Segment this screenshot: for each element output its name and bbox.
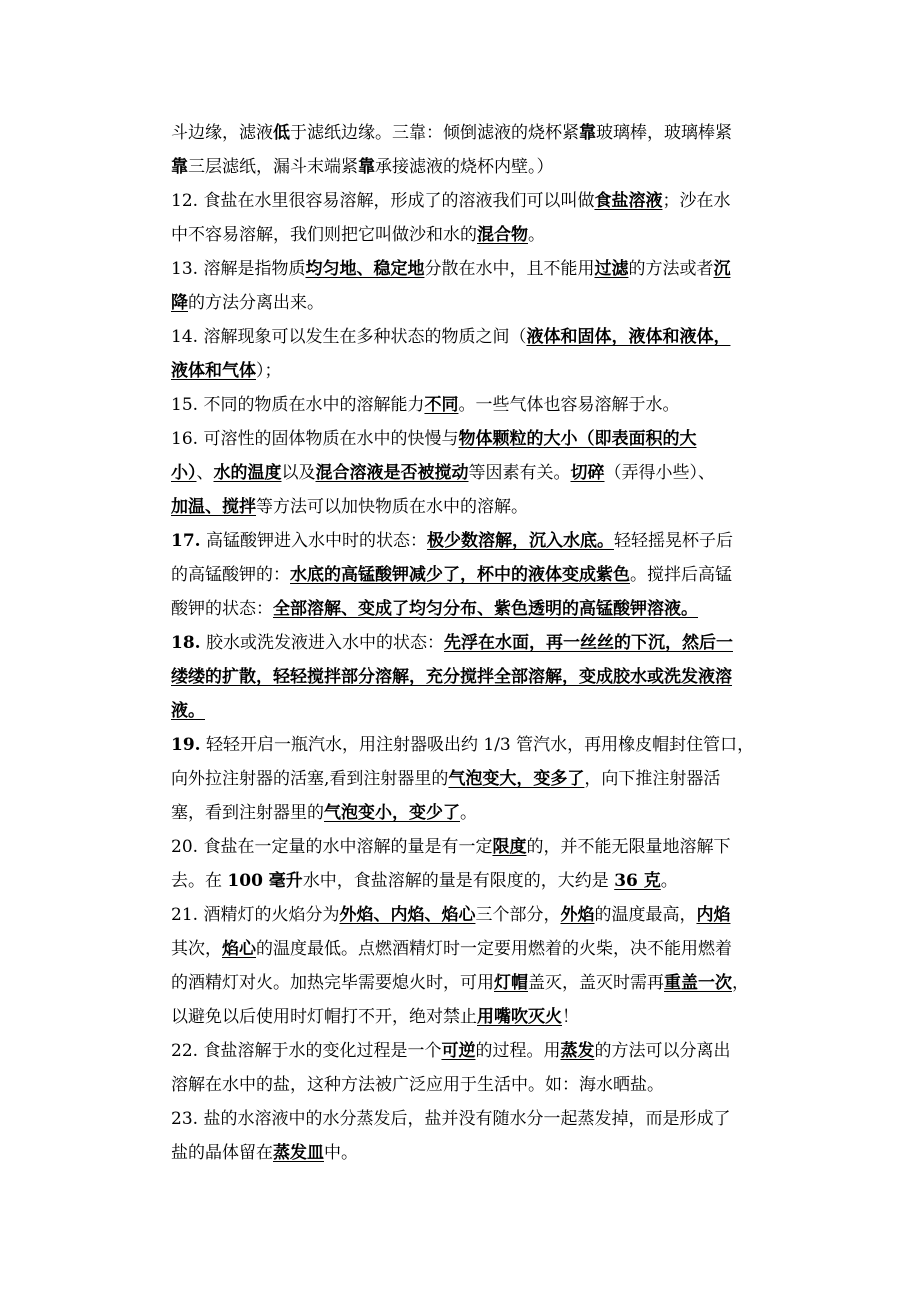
text-segment: 以及 bbox=[281, 463, 316, 483]
text-line bbox=[171, 1068, 783, 1102]
key-term: 沉 bbox=[713, 259, 731, 279]
text-segment: 23. 盐的水溶液中的水分蒸发后，盐并没有随水分一起蒸发掉，而是形成了 bbox=[171, 1109, 731, 1129]
text-segment: 胶水或洗发液进入水中的状态： bbox=[200, 633, 444, 653]
key-term: 切碎 bbox=[570, 463, 605, 483]
key-term: 混合溶液是否被搅动 bbox=[315, 463, 469, 483]
key-term: 先浮在水面，再一丝丝的下沉，然后一 bbox=[443, 633, 733, 653]
text-segment: （弄得小些）、 bbox=[604, 463, 715, 483]
text-line bbox=[171, 490, 783, 524]
key-term: 水的温度 bbox=[213, 463, 282, 483]
text-line bbox=[171, 898, 783, 932]
text-segment: 低 bbox=[273, 123, 290, 143]
text-line bbox=[171, 456, 783, 490]
text-line bbox=[171, 694, 783, 728]
key-term: 焰心 bbox=[222, 939, 256, 959]
text-segment: 去。在 bbox=[171, 871, 228, 891]
text-segment: 等因素有关。 bbox=[468, 463, 571, 483]
text-segment: 的高锰酸钾的： bbox=[171, 565, 290, 585]
key-term: 液体和气体 bbox=[171, 361, 256, 381]
text-segment: 轻轻摇晃杯子后 bbox=[613, 531, 733, 551]
key-term: 气泡变大，变多了 bbox=[448, 769, 585, 789]
text-segment: 溶解在水中的盐，这种方法被广泛应用于生活中。如：海水晒盐。 bbox=[171, 1075, 664, 1095]
text-segment: ）； bbox=[256, 361, 282, 381]
key-term: 全部溶解、变成了均匀分布、紫色透明的高锰酸钾溶液。 bbox=[273, 599, 698, 619]
text-line bbox=[171, 796, 783, 830]
text-segment: ！ bbox=[562, 1007, 579, 1027]
text-segment: 靠 bbox=[171, 157, 188, 177]
text-segment: 的过程。用 bbox=[475, 1041, 561, 1061]
text-segment: 等方法可以加快物质在水中的溶解。 bbox=[256, 497, 528, 517]
text-segment: 的方法分离出来。 bbox=[188, 293, 324, 313]
text-line bbox=[171, 354, 783, 388]
text-segment: 三层滤纸，漏斗末端紧 bbox=[188, 157, 358, 177]
text-segment: ；沙在水 bbox=[662, 191, 731, 211]
text-segment: 22. 食盐溶解于水的变化过程是一个 bbox=[171, 1041, 442, 1061]
text-segment: 斗边缘，滤液 bbox=[171, 123, 273, 143]
text-line bbox=[171, 150, 783, 184]
text-line bbox=[171, 116, 783, 150]
text-segment: 。一些气体也容易溶解于水。 bbox=[458, 395, 680, 415]
text-line bbox=[171, 252, 783, 286]
text-segment: 于滤纸边缘。三靠：倾倒滤液的烧杯紧 bbox=[290, 123, 579, 143]
text-segment: 中。 bbox=[324, 1143, 358, 1163]
key-term: 外焰 bbox=[560, 905, 595, 925]
key-term: 用嘴吹灭火 bbox=[477, 1007, 562, 1027]
text-segment: 17. bbox=[171, 531, 201, 551]
key-term: 小） bbox=[171, 463, 197, 483]
text-line bbox=[171, 524, 783, 558]
text-line bbox=[171, 592, 783, 626]
text-line bbox=[171, 184, 783, 218]
text-line bbox=[171, 286, 783, 320]
text-segment: 轻轻开启一瓶汽水，用注射器吸出约 1/3 管汽水，再用橡皮帽封住管口， bbox=[200, 735, 755, 755]
text-segment: 18. bbox=[171, 633, 201, 653]
key-term: 液。 bbox=[171, 701, 205, 721]
text-segment: 13. 溶解是指物质 bbox=[171, 259, 306, 279]
text-segment: 。 bbox=[660, 871, 678, 891]
text-line bbox=[171, 1136, 783, 1170]
key-term: 不同 bbox=[424, 395, 459, 415]
text-segment: 的方法可以分离出 bbox=[594, 1041, 731, 1061]
key-term: 物体颗粒的大小（即表面积的大 bbox=[458, 429, 697, 449]
text-segment: 分散在水中，且不能用 bbox=[424, 259, 595, 279]
key-term: 加温、搅拌 bbox=[171, 497, 256, 517]
document-page bbox=[171, 116, 783, 1170]
text-segment: 靠 bbox=[579, 123, 596, 143]
text-line bbox=[171, 422, 783, 456]
key-term: 可逆 bbox=[441, 1041, 476, 1061]
text-line bbox=[171, 1034, 783, 1068]
text-segment: 14. 溶解现象可以发生在多种状态的物质之间（ bbox=[171, 327, 527, 347]
key-term: 蒸发 bbox=[560, 1041, 595, 1061]
text-segment: 酸钾的状态： bbox=[171, 599, 273, 619]
text-line bbox=[171, 626, 783, 660]
text-segment: 。搅拌后高锰 bbox=[630, 565, 732, 585]
key-term: 灯帽 bbox=[494, 973, 528, 993]
text-segment: 的温度最高， bbox=[594, 905, 697, 925]
text-segment: 。 bbox=[460, 803, 477, 823]
text-line bbox=[171, 388, 783, 422]
text-segment: 的酒精灯对火。加热完毕需要熄火时，可用 bbox=[171, 973, 494, 993]
key-term: 降 bbox=[171, 293, 188, 313]
text-segment: 高锰酸钾进入水中时的状态： bbox=[200, 531, 427, 551]
text-line bbox=[171, 932, 783, 966]
text-segment: 靠 bbox=[358, 157, 375, 177]
text-line bbox=[171, 864, 783, 898]
text-line bbox=[171, 966, 783, 1000]
key-term: 限度 bbox=[492, 837, 527, 857]
key-term: 气泡变小，变少了 bbox=[324, 803, 460, 823]
key-term: 外焰、内焰、焰心 bbox=[339, 905, 476, 925]
text-segment: 的，并不能无限量地溶解下 bbox=[526, 837, 731, 857]
text-segment: 15. 不同的物质在水中的溶解能力 bbox=[171, 395, 425, 415]
key-term: 过滤 bbox=[594, 259, 629, 279]
key-term: 重盖一次 bbox=[664, 973, 732, 993]
text-line bbox=[171, 762, 783, 796]
key-term: 水底的高锰酸钾减少了，杯中的液体变成紫色 bbox=[290, 565, 630, 585]
text-segment: 向外拉注射器的活塞,看到注射器里的 bbox=[171, 769, 449, 789]
text-segment: 19. bbox=[171, 735, 201, 755]
text-segment: ， bbox=[732, 973, 749, 993]
text-segment: 以避免以后使用时灯帽打不开，绝对禁止 bbox=[171, 1007, 477, 1027]
text-segment: 中不容易溶解，我们则把它叫做沙和水的 bbox=[171, 225, 477, 245]
key-term: 均匀地、稳定地 bbox=[305, 259, 425, 279]
text-segment: 、 bbox=[196, 463, 214, 483]
key-term: 极少数溶解，沉入水底。 bbox=[426, 531, 614, 551]
key-term: 36 克 bbox=[614, 871, 661, 891]
text-segment: 盐的晶体留在 bbox=[171, 1143, 273, 1163]
text-line bbox=[171, 728, 783, 762]
text-segment: 三个部分， bbox=[475, 905, 561, 925]
text-segment: ，向下推注射器活 bbox=[584, 769, 721, 789]
text-line bbox=[171, 1000, 783, 1034]
text-line bbox=[171, 660, 783, 694]
text-line bbox=[171, 320, 783, 354]
text-segment: 12. 食盐在水里很容易溶解，形成了的溶液我们可以叫做 bbox=[171, 191, 595, 211]
text-line bbox=[171, 218, 783, 252]
text-segment: 水中，食盐溶解的量是有限度的，大约是 bbox=[302, 871, 615, 891]
key-term: 缕缕的扩散，轻轻搅拌部分溶解，充分搅拌全部溶解，变成胶水或洗发液溶 bbox=[171, 667, 732, 687]
text-line bbox=[171, 830, 783, 864]
text-segment: 16. 可溶性的固体物质在水中的快慢与 bbox=[171, 429, 459, 449]
text-segment: 。 bbox=[528, 225, 545, 245]
key-term: 内焰 bbox=[696, 905, 731, 925]
key-term: 食盐溶液 bbox=[594, 191, 663, 211]
text-segment: 玻璃棒，玻璃棒紧 bbox=[596, 123, 732, 143]
text-line bbox=[171, 1102, 783, 1136]
text-segment: 100 毫升 bbox=[227, 871, 303, 891]
text-segment: 盖灭，盖灭时需再 bbox=[528, 973, 664, 993]
text-segment: 20. 食盐在一定量的水中溶解的量是有一定 bbox=[171, 837, 493, 857]
text-segment: 其次， bbox=[171, 939, 222, 959]
key-term: 蒸发皿 bbox=[273, 1143, 324, 1163]
text-segment: 塞，看到注射器里的 bbox=[171, 803, 324, 823]
key-term: 液体和固体，液体和液体， bbox=[526, 327, 731, 347]
key-term: 混合物 bbox=[477, 225, 528, 245]
text-segment: 21. 酒精灯的火焰分为 bbox=[171, 905, 340, 925]
text-line bbox=[171, 558, 783, 592]
text-segment: 的方法或者 bbox=[628, 259, 714, 279]
text-segment: 承接滤液的烧杯内壁。） bbox=[375, 157, 554, 177]
text-segment: 的温度最低。点燃酒精灯时一定要用燃着的火柴，决不能用燃着 bbox=[256, 939, 732, 959]
